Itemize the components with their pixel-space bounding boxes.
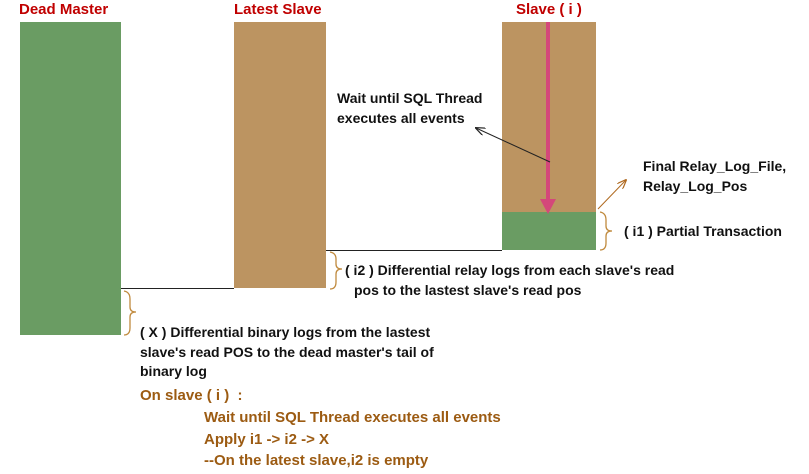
- latest-slave-label: Latest Slave: [234, 1, 322, 18]
- x-line-1: ( X ) Differential binary logs from the lastest: [140, 324, 431, 340]
- dead-master-label: Dead Master: [19, 1, 109, 18]
- x-brace: [124, 291, 136, 335]
- x-line-2: slave's read POS to the dead master's tail of: [140, 344, 434, 360]
- i2-line-2: pos to the lastest slave's read pos: [354, 282, 582, 298]
- wait-callout-arrow: [476, 128, 550, 162]
- final-relay-arrow: [598, 180, 626, 209]
- final-relay-line-1: Final Relay_Log_File,: [643, 158, 787, 174]
- procedure-step-2: Apply i1 -> i2 -> X: [204, 431, 330, 448]
- procedure-step-3: --On the latest slave,i2 is empty: [204, 452, 429, 469]
- i2-brace: [330, 252, 342, 289]
- procedure-step-1: Wait until SQL Thread executes all events: [204, 409, 501, 426]
- wait-sql-line-1: Wait until SQL Thread: [337, 90, 483, 106]
- i1-brace: [600, 212, 612, 250]
- slave-i-label: Slave ( i ): [516, 1, 582, 18]
- wait-sql-line-2: executes all events: [337, 110, 465, 126]
- i2-line-1: ( i2 ) Differential relay logs from each slave's read: [345, 262, 675, 278]
- final-relay-line-2: Relay_Log_Pos: [643, 178, 748, 194]
- procedure-heading: On slave ( i ) :: [140, 387, 243, 404]
- x-line-3: binary log: [140, 363, 207, 379]
- sql-thread-arrow-head: [540, 199, 556, 214]
- partial-transaction-label: ( i1 ) Partial Transaction: [624, 223, 782, 239]
